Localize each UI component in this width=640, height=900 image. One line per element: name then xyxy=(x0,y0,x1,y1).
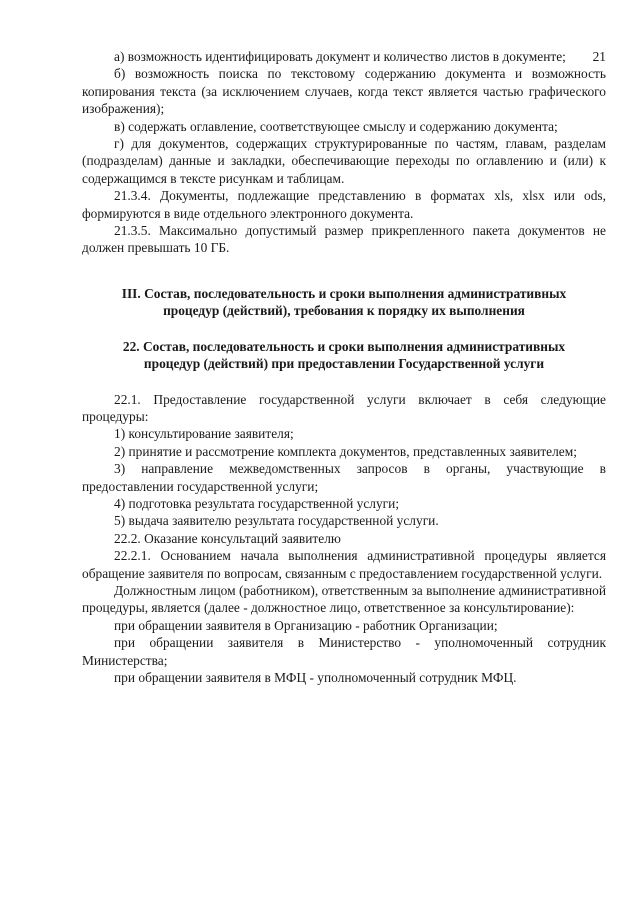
top-paragraphs xyxy=(82,48,606,257)
subsection-heading: 22. Состав, последовательность и сроки выполнения административных процедур (действий) при предоставлении Государственной услуги xyxy=(122,338,566,372)
paragraph-ministry: при обращении заявителя в Министерство - уполномоченный сотрудник Министерства; xyxy=(82,635,606,668)
paragraph-21-3-4: 21.3.4. Документы, подлежащие представлению в форматах xls, xlsx или ods, формируются в виде отдельного электронного документа. xyxy=(82,188,606,221)
body-paragraphs xyxy=(82,391,606,687)
paragraph-organization: при обращении заявителя в Организацию - работник Организации; xyxy=(114,617,498,633)
paragraph-22-2: 22.2. Оказание консультаций заявителю xyxy=(114,530,341,546)
paragraph-22-2-1: 22.2.1. Основанием начала выполнения административной процедуры является обращение заявителя по вопросам, связанным с предоставлением государственной услуги. xyxy=(82,548,606,581)
list-item-1: 1) консультирование заявителя; xyxy=(114,426,294,442)
paragraph-item-a: а) возможность идентифицировать документ и количество листов в документе; xyxy=(114,49,566,64)
paragraph-21-3-5: 21.3.5. Максимально допустимый размер прикрепленного пакета документов не должен превышать 10 ГБ. xyxy=(82,223,606,256)
paragraph-mfc: при обращении заявителя в МФЦ - уполномоченный сотрудник МФЦ. xyxy=(114,670,517,685)
paragraph-item-v: в) содержать оглавление, соответствующее смыслу и содержанию документа; xyxy=(114,118,558,134)
list-item-5: 5) выдача заявителю результата государственной услуги. xyxy=(114,513,439,529)
paragraph-item-b: б) возможность поиска по текстовому содержанию документа и возможность копирования текста (за исключением случаев, когда текст является частью графического изображения); xyxy=(82,66,606,117)
list-item-2: 2) принятие и рассмотрение комплекта документов, представленных заявителем; xyxy=(114,443,577,459)
list-item-4: 4) подготовка результата государственной услуги; xyxy=(114,495,400,511)
paragraph-item-g: г) для документов, содержащих структурированные по частям, главам, разделам (подразделам) данные и закладки, обеспечивающие переходы по оглавлению и (или) к содержащимся в тексте рисункам и таблицам. xyxy=(82,136,606,186)
paragraph-22-1: 22.1. Предоставление государственной услуги включает в себя следующие процедуры: xyxy=(82,391,606,424)
paragraph-responsible: Должностным лицом (работником), ответственным за выполнение административной процедуры, является (далее - должностное лицо, ответственное за консультирование): xyxy=(82,582,606,616)
page-number: 21 xyxy=(592,49,606,64)
list-item-3: 3) направление межведомственных запросов в органы, участвующие в предоставлении государственной услуги; xyxy=(82,461,606,494)
section-heading: III. Состав, последовательность и сроки выполнения административных процедур (действий), требования к порядку их выполнения xyxy=(121,285,567,319)
